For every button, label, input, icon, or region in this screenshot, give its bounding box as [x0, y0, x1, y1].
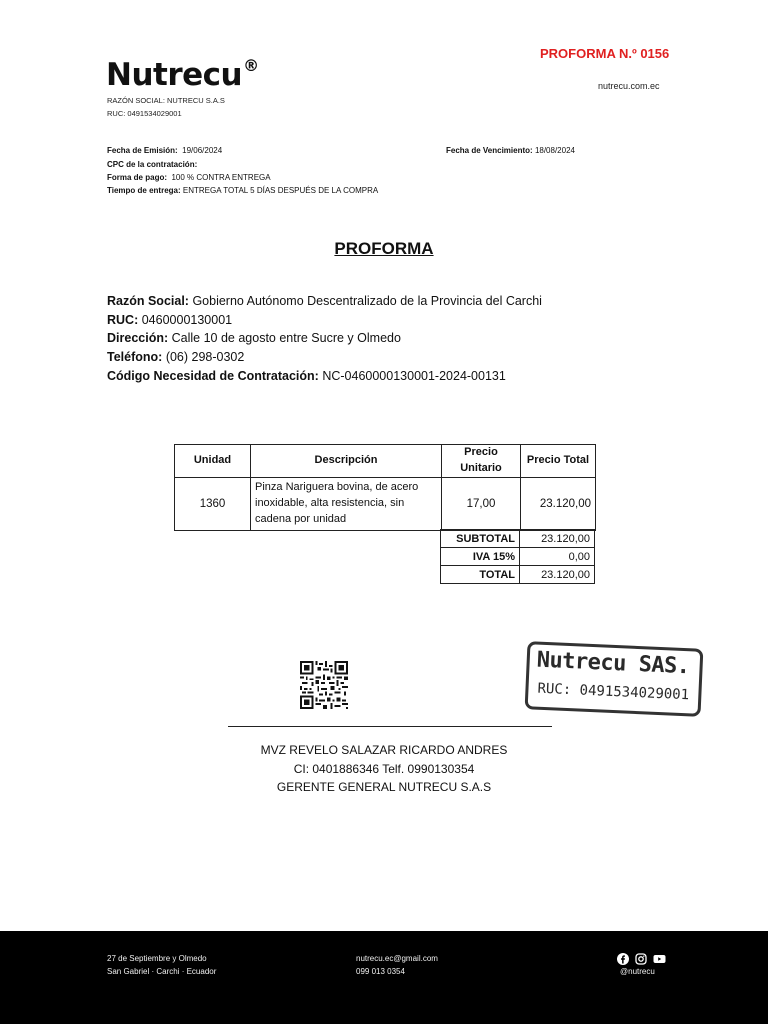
- fecha-emision-value: 19/06/2024: [182, 146, 223, 155]
- company-stamp: [525, 641, 704, 717]
- footer-address-line2: San Gabriel · Carchi · Ecuador: [107, 967, 217, 976]
- fecha-vencimiento: [446, 146, 575, 155]
- tiempo-entrega-label: Tiempo de entrega:: [107, 186, 181, 195]
- signer-ci: CI: 0401886346 Telf. 0990130354: [293, 762, 475, 776]
- footer-email[interactable]: nutrecu.ec@gmail.com: [356, 954, 438, 963]
- tiempo-entrega-value: ENTREGA TOTAL 5 DÍAS DESPUÉS DE LA COMPRA: [182, 186, 379, 195]
- stamp-name: Nutrecu SAS.: [536, 647, 691, 680]
- cell-precio-total: 23.120,00: [521, 477, 596, 530]
- fecha-vencimiento-value: 18/08/2024: [534, 146, 575, 155]
- stamp-ruc: RUC: 0491534029001: [537, 680, 690, 704]
- cpc-label: CPC de la contratación:: [107, 160, 198, 169]
- client-razon-value: Gobierno Autónomo Descentralizado de la Provincia del Carchi: [192, 294, 542, 308]
- client-codigo-label: Código Necesidad de Contratación:: [107, 369, 319, 383]
- forma-pago-label: Forma de pago:: [107, 173, 168, 182]
- cell-descripcion: Pinza Nariguera bovina, de acero inoxidable, alta resistencia, sin cadena por unidad: [251, 477, 442, 530]
- youtube-icon[interactable]: [653, 952, 666, 970]
- iva-row: [441, 548, 595, 566]
- header-precio-total: Precio Total: [521, 445, 596, 478]
- cpc-contratacion: [107, 160, 197, 169]
- client-telefono: [107, 350, 244, 364]
- cell-precio-unitario: 17,00: [442, 477, 521, 530]
- client-direccion: [107, 331, 401, 345]
- client-direccion-label: Dirección:: [107, 331, 169, 345]
- document-title: PROFORMA: [334, 239, 434, 258]
- table-header-row: [175, 445, 596, 478]
- signer-name: MVZ REVELO SALAZAR RICARDO ANDRES: [260, 743, 508, 757]
- total-value: 23.120,00: [520, 566, 595, 584]
- footer: [0, 931, 768, 1024]
- proforma-number: PROFORMA N.º 0156: [540, 46, 670, 61]
- registered-mark: ®: [243, 56, 259, 75]
- iva-value: 0,00: [520, 548, 595, 566]
- total-label: TOTAL: [441, 566, 520, 584]
- client-ruc-label: RUC:: [107, 313, 139, 327]
- items-table: [174, 444, 596, 531]
- subtotal-label: SUBTOTAL: [441, 530, 520, 548]
- company-ruc: RUC: 0491534029001: [107, 109, 182, 118]
- client-direccion-value: Calle 10 de agosto entre Sucre y Olmedo: [171, 331, 401, 345]
- signer-role: GERENTE GENERAL NUTRECU S.A.S: [276, 780, 492, 794]
- qr-code: [300, 661, 348, 709]
- header-precio-unitario: [442, 445, 521, 478]
- social-handle: @nutrecu: [620, 967, 655, 976]
- signature-line: [228, 726, 552, 727]
- header-precio-unitario-text: Precio Unitario: [460, 446, 502, 474]
- footer-address-line1: 27 de Septiembre y Olmedo: [107, 954, 207, 963]
- fecha-vencimiento-label: Fecha de Vencimiento:: [446, 146, 533, 155]
- forma-pago-value: 100 % CONTRA ENTREGA: [171, 173, 271, 182]
- forma-pago: [107, 173, 271, 182]
- total-row: [441, 566, 595, 584]
- client-codigo-value: NC-0460000130001-2024-00131: [322, 369, 506, 383]
- client-ruc-value: 0460000130001: [141, 313, 233, 327]
- client-razon-social: [107, 294, 542, 308]
- iva-label: IVA 15%: [441, 548, 520, 566]
- footer-phone: 099 013 0354: [356, 967, 405, 976]
- client-codigo-necesidad: [107, 369, 506, 383]
- client-telefono-value: (06) 298-0302: [165, 350, 245, 364]
- header-unidad: Unidad: [175, 445, 251, 478]
- cell-unidad: 1360: [175, 477, 251, 530]
- client-telefono-label: Teléfono:: [107, 350, 163, 364]
- subtotal-value: 23.120,00: [520, 530, 595, 548]
- subtotal-row: [441, 530, 595, 548]
- logo-text: Nutrecu: [106, 57, 243, 93]
- table-row: [175, 477, 596, 530]
- client-razon-label: Razón Social:: [107, 294, 189, 308]
- header-descripcion: Descripción: [251, 445, 442, 478]
- client-ruc: [107, 313, 232, 327]
- company-razon-social: RAZÓN SOCIAL: NUTRECU S.A.S: [107, 96, 225, 105]
- totals-table: [440, 529, 595, 584]
- fecha-emision: [107, 146, 222, 155]
- website-link[interactable]: nutrecu.com.ec: [598, 81, 660, 91]
- tiempo-entrega: [107, 186, 378, 195]
- fecha-emision-label: Fecha de Emisión:: [107, 146, 178, 155]
- company-logo: [106, 58, 259, 91]
